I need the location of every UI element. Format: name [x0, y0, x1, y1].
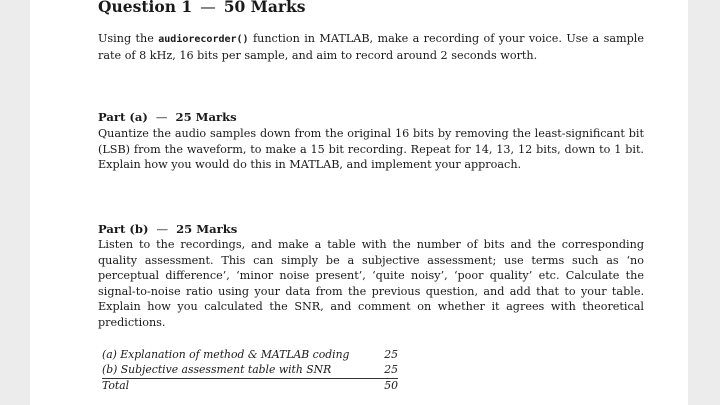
part-a-body: Quantize the audio samples down from the original 16 bits by removing the least-significant bit (LSB) from the waveform, to make a 15 bit recording. Repeat for 14, 13, 12 bits, down to 1 bit. Explain how you would do this in MATLAB, and implement your approach.: [98, 127, 644, 172]
question-marks: 50 Marks: [223, 0, 306, 16]
document-page: [30, 0, 688, 405]
marks-total-value: 50: [384, 379, 398, 392]
question-body: [98, 31, 644, 63]
part-b-body: Listen to the recordings, and make a table with the number of bits and the corresponding quality assessment. This can simply be a subjective assessment; use terms such as ‘no perceptual difference’, ‘minor noise present’, ‘quite noisy’, ‘poor quality’ etc. Calculate the signal-to-noise ratio using your data from the previous question, and add that to your table. Explain how you calculated the SNR, and comment on whether it agrees with theoretical predictions.: [98, 238, 644, 329]
marks-total-label: Total: [102, 379, 130, 392]
marks-row-label: (b) Subjective assessment table with SNR: [102, 363, 332, 376]
question-label: Question 1: [98, 0, 193, 16]
code-audiorecorder: audiorecorder(): [158, 34, 249, 45]
marks-row-value: 25: [384, 348, 398, 361]
marks-row-b: [102, 363, 398, 378]
part-b-heading: [98, 222, 237, 236]
heading-dash: —: [200, 0, 216, 16]
marks-row-value: 25: [384, 363, 398, 376]
heading-dash: —: [155, 110, 168, 124]
part-a-marks: 25 Marks: [175, 110, 237, 124]
question-body-pre: Using the: [98, 32, 159, 45]
marks-total-row: [102, 379, 398, 394]
marks-table: [102, 348, 398, 394]
heading-dash: —: [156, 222, 169, 236]
marks-row-label: (a) Explanation of method & MATLAB coding: [102, 348, 350, 361]
question-heading: [98, 0, 306, 16]
part-a-label: Part (a): [98, 110, 148, 124]
part-a-heading: [98, 110, 237, 124]
part-b-marks: 25 Marks: [176, 222, 238, 236]
question-body-post: function in MATLAB, make a recording of your voice. Use a sample rate of 8 kHz, 16 bits per sample, and aim to record around 2 seconds worth.: [98, 32, 644, 62]
part-b-label: Part (b): [98, 222, 149, 236]
marks-row-a: [102, 348, 398, 363]
